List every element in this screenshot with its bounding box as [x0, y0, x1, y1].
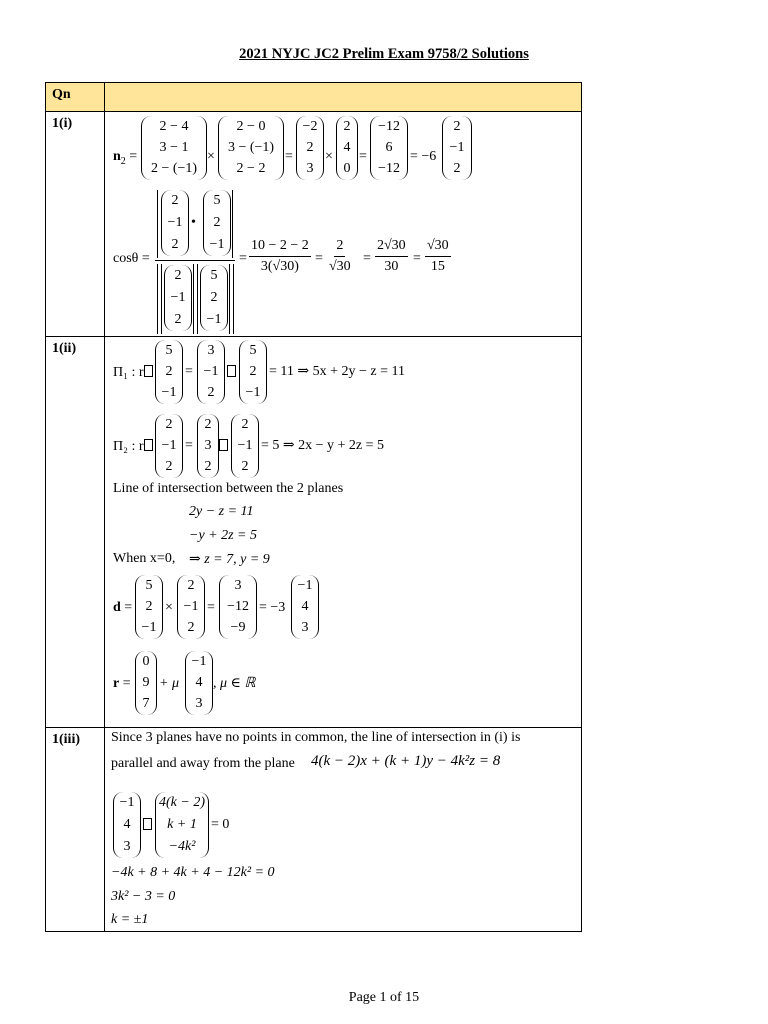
question-label: 1(iii): [46, 728, 105, 932]
table-row: [46, 728, 582, 932]
page-title: 2021 NYJC JC2 Prelim Exam 9758/2 Solutions: [239, 46, 529, 62]
plane2-eq: = 5 ⇒ 2x − y + 2z = 5: [261, 438, 385, 453]
vector: 3 −1 2: [197, 340, 225, 404]
vector: 2 −1 2: [442, 116, 472, 180]
line-intersection-text: Line of intersection between the 2 planes: [113, 481, 344, 496]
solutions-table: [45, 82, 582, 932]
cos-theta: cosθ =: [113, 251, 150, 266]
fraction: $\frac{2√30}{30}$: [377, 238, 406, 274]
step: k = ±1: [111, 912, 149, 927]
step: 3k² − 3 = 0: [111, 889, 176, 904]
vector: −1 4 3: [185, 651, 213, 715]
pi2-label: Π₂ : r: [113, 439, 153, 454]
fraction: $\frac{10 - 2 - 2}{3(√30)}$: [251, 238, 309, 274]
table-row: [46, 337, 582, 728]
reason-text-2: parallel and away from the plane: [111, 756, 295, 771]
vector: 5 2 −1: [203, 190, 231, 256]
eq-neg3: = −3: [259, 600, 286, 615]
vector: 2 −1 2: [231, 414, 259, 478]
equation: −y + 2z = 5: [189, 528, 258, 543]
d-label: d =: [113, 600, 133, 615]
vector: 2 − 0 3 − (−1) 2 − 2: [218, 116, 284, 180]
step: −4k + 8 + 4k + 4 − 12k² = 0: [111, 865, 275, 880]
page-footer: Page 1 of 15: [348, 990, 420, 1005]
question-label: 1(ii): [46, 337, 105, 728]
vector: −1 4 3: [291, 575, 319, 639]
vector: −2 2 3: [296, 116, 324, 180]
vector: 2 −1 2: [155, 414, 183, 478]
vector: −12 6 −12: [370, 116, 408, 180]
fraction: $\frac{√30}{15}$: [427, 238, 449, 274]
vector: 5 2 −1: [135, 575, 163, 639]
vector: 3 −12 −9: [219, 575, 257, 639]
mu-domain: , μ ∈ ℝ: [213, 676, 256, 691]
plane-equation: 4(k − 2)x + (k + 1)y − 4k²z = 8: [311, 753, 501, 769]
header-blank: [105, 83, 582, 112]
vector: 0 9 7: [135, 651, 157, 715]
table-row: [46, 112, 582, 337]
plane1-eq: = 11 ⇒ 5x + 2y − z = 11: [269, 364, 405, 379]
eq-neg6: = −6: [410, 149, 437, 164]
table-header-row: [46, 83, 582, 112]
solution-cell: Π₁ : r 5 2 −1 = 3 −1 2 5 2 −1 = 11 ⇒ 5x + 2y − z = 11 Π₂ : r 2 −1 2 = 2 3 2 2 −1 2 = 5 ⇒ 2x − y + 2z = 5 Line of intersection between the 2 planes 2y − z = 11 −y + 2z = 5 When x=0, ⇒ z = 7, y = 9 d = 5 2 −1 × 2 −1 2 = 3 −12 −9 = −3 −1 4 3 r = 0 9 7 + μ −1 4 3 , μ ∈ ℝ: [105, 337, 582, 728]
reason-text: Since 3 planes have no points in common, the line of intersection in (i) is: [111, 730, 521, 745]
vector: 2 −1 2: [161, 190, 189, 256]
question-label: 1(i): [46, 112, 105, 337]
vector: 2 3 2: [197, 414, 219, 478]
r-label: r =: [113, 676, 131, 691]
when-text: When x=0,: [113, 551, 176, 566]
eq-zero: = 0: [211, 817, 230, 832]
mu-term: + μ: [159, 676, 179, 691]
vector: 4(k − 2) k + 1 −4k²: [155, 792, 209, 858]
n2-label: $n_2$ =: [113, 149, 138, 167]
equation: 2y − z = 11: [189, 504, 254, 519]
fraction: $\frac{2}{√30}$: [329, 238, 351, 274]
vector: 5 2 −1: [239, 340, 267, 404]
vector: 2 −1 2: [164, 265, 192, 331]
vector: 2 −1 2: [177, 575, 205, 639]
vector: 5 2 −1: [155, 340, 183, 404]
vector: 2 4 0: [336, 116, 358, 180]
vector: 2 − 4 3 − 1 2 − (−1): [141, 116, 207, 180]
vector: 5 2 −1: [200, 265, 228, 331]
implies-text: ⇒ z = 7, y = 9: [189, 552, 270, 567]
pi1-label: Π₁ : r: [113, 365, 153, 380]
solution-cell: [105, 728, 582, 932]
solution-cell: $n_2$ = 2 − 4 3 − 1 2 − (−1) × 2 − 0 3 − (−1) 2 − 2 = −2 2 3 × 2 4 0 = −12 6 −12 = −6 2 −1 2 cosθ = 2 −1 2 • 5 2 −1 2 −1 2 5 2 −1 = $\frac{10 - 2 - 2}{3(√30)}$ = $\frac{2}{√30}$ = $\frac{2√30}{30}$ = $\frac{√30}{15}$: [105, 112, 582, 337]
header-qn: Qn: [46, 83, 105, 112]
vector: −1 4 3: [113, 792, 141, 858]
